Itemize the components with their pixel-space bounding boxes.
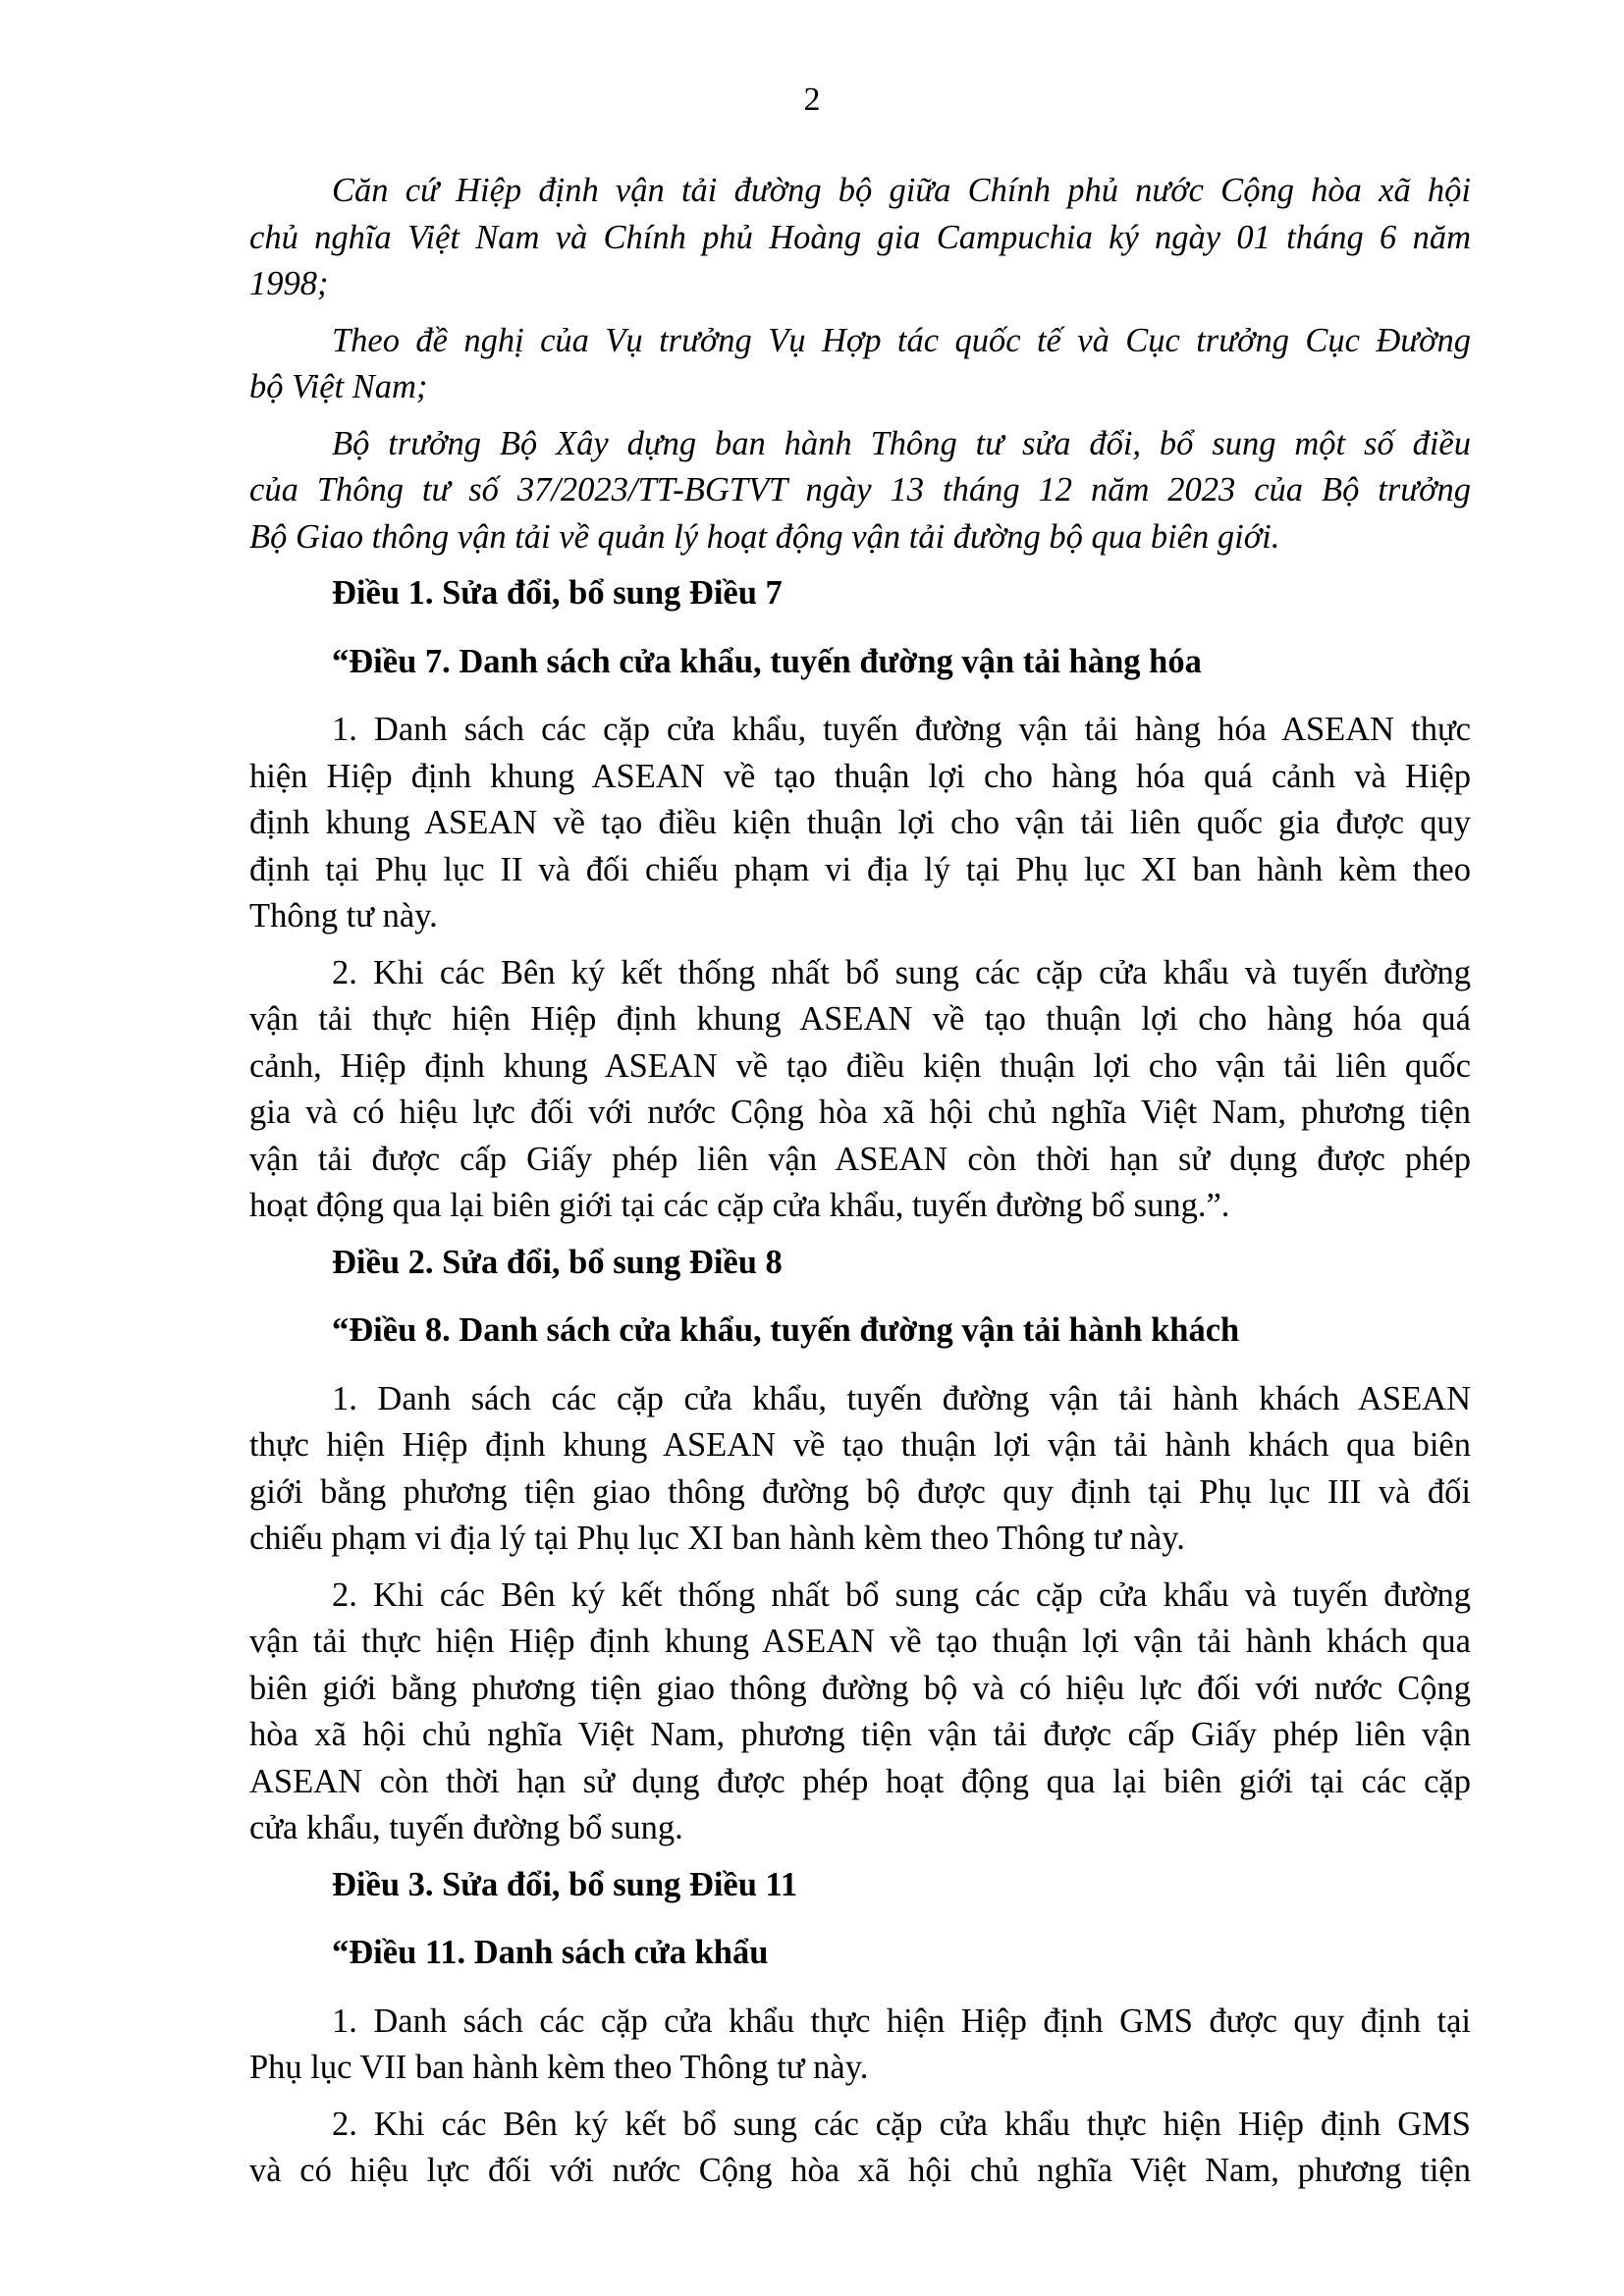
article-heading: Điều 2. Sửa đổi, bổ sung Điều 8 [332,1243,783,1281]
text-line: Bộ trưởng Bộ Xây dựng ban hành Thông tư sửa đổi, bổ sung một số điều [332,424,1471,462]
text-line: định tại Phụ lục II và đối chiếu phạm vi địa lý tại Phụ lục XI ban hành kèm theo [249,850,1471,888]
text-line: 2. Khi các Bên ký kết thống nhất bổ sung các cặp cửa khẩu và tuyến đường [332,953,1471,991]
article-heading: Điều 1. Sửa đổi, bổ sung Điều 7 [332,574,783,612]
text-line: cảnh, Hiệp định khung ASEAN về tạo điều kiện thuận lợi cho vận tải liên quốc [249,1046,1471,1085]
text-line: của Thông tư số 37/2023/TT-BGTVT ngày 13 tháng 12 năm 2023 của Bộ trưởng [249,471,1471,508]
article-subheading: “Điều 8. Danh sách cửa khẩu, tuyến đường vận tải hành khách [332,1311,1240,1349]
text-line: và có hiệu lực đối với nước Cộng hòa xã hội chủ nghĩa Việt Nam, phương tiện [249,2152,1471,2189]
text-line: vận tải được cấp Giấy phép liên vận ASEAN còn thời hạn sử dụng được phép [249,1140,1471,1178]
text-line: định khung ASEAN về tạo điều kiện thuận lợi cho vận tải liên quốc gia được quy [249,804,1471,841]
text-line: thực hiện Hiệp định khung ASEAN về tạo thuận lợi vận tải hành khách qua biên [249,1426,1471,1464]
text-line: 1. Danh sách các cặp cửa khẩu, tuyến đường vận tải hàng hóa ASEAN thực [332,711,1471,748]
text-line: giới bằng phương tiện giao thông đường bộ được quy định tại Phụ lục III và đối [249,1472,1471,1511]
article-heading: Điều 3. Sửa đổi, bổ sung Điều 11 [332,1865,798,1903]
preamble-paragraph [249,421,1471,561]
text-line: chủ nghĩa Việt Nam và Chính phủ Hoàng gia Campuchia ký ngày 01 tháng 6 năm [249,218,1471,256]
text-line: vận tải thực hiện Hiệp định khung ASEAN về tạo thuận lợi cho hàng hóa quá [249,1000,1471,1038]
text-line: 1. Danh sách các cặp cửa khẩu, tuyến đường vận tải hành khách ASEAN [332,1379,1471,1417]
text-line: cửa khẩu, tuyến đường bổ sung. [249,1809,683,1846]
text-line: Phụ lục VII ban hành kèm theo Thông tư này. [249,2049,869,2086]
clause-paragraph [249,1999,1471,2092]
document-body [249,168,1471,2205]
preamble-paragraph [249,168,1471,308]
text-line: gia và có hiệu lực đối với nước Cộng hòa xã hội chủ nghĩa Việt Nam, phương tiện [249,1094,1471,1131]
article-subheading: “Điều 11. Danh sách cửa khẩu [332,1934,769,1971]
text-line: hòa xã hội chủ nghĩa Việt Nam, phương tiện vận tải được cấp Giấy phép liên vận [249,1716,1471,1753]
text-line: Bộ Giao thông vận tải về quản lý hoạt động vận tải đường bộ qua biên giới. [249,517,1280,556]
clause-paragraph [249,1573,1471,1852]
text-line: ASEAN còn thời hạn sử dụng được phép hoạt động qua lại biên giới tại các cặp [249,1762,1471,1800]
text-line: 2. Khi các Bên ký kết bổ sung các cặp cửa khẩu thực hiện Hiệp định GMS [332,2105,1471,2143]
text-line: chiếu phạm vi địa lý tại Phụ lục XI ban hành kèm theo Thông tư này. [249,1520,1185,1557]
text-line: Theo đề nghị của Vụ trưởng Vụ Hợp tác quốc tế và Cục trưởng Cục Đường [332,321,1471,359]
clause-paragraph [249,950,1471,1230]
article-subheading: “Điều 7. Danh sách cửa khẩu, tuyến đường vận tải hàng hóa [332,642,1202,680]
preamble-paragraph [249,318,1471,411]
text-line: 1998; [249,265,329,302]
text-line: bộ Việt Nam; [249,368,428,405]
text-line: vận tải thực hiện Hiệp định khung ASEAN về tạo thuận lợi vận tải hành khách qua [249,1623,1471,1660]
clause-paragraph [249,2102,1471,2195]
clause-paragraph [249,1376,1471,1563]
text-line: hiện Hiệp định khung ASEAN về tạo thuận lợi cho hàng hóa quá cảnh và Hiệp [249,757,1471,795]
text-line: hoạt động qua lại biên giới tại các cặp cửa khẩu, tuyến đường bổ sung.”. [249,1187,1230,1224]
clause-paragraph [249,707,1471,940]
text-line: 2. Khi các Bên ký kết thống nhất bổ sung các cặp cửa khẩu và tuyến đường [332,1575,1471,1614]
text-line: biên giới bằng phương tiện giao thông đường bộ và có hiệu lực đối với nước Cộng [249,1669,1471,1707]
text-line: Căn cứ Hiệp định vận tải đường bộ giữa Chính phủ nước Cộng hòa xã hội [332,172,1471,209]
text-line: 1. Danh sách các cặp cửa khẩu thực hiện Hiệp định GMS được quy định tại [332,2002,1471,2040]
page-number: 2 [803,81,821,118]
text-line: Thông tư này. [249,897,438,934]
